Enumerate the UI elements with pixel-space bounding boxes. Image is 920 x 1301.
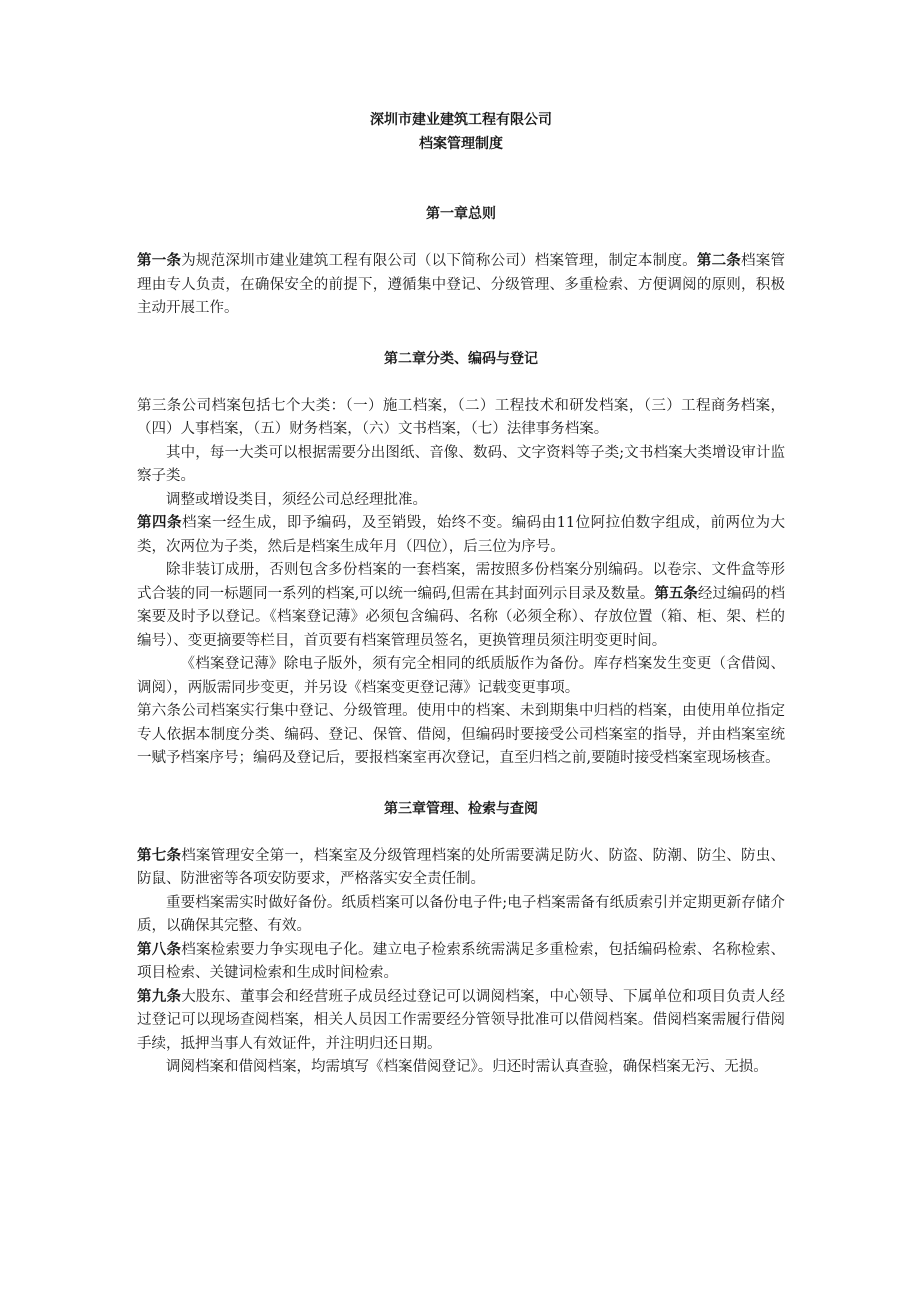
- article-3-paragraph: 第三条公司档案包括七个大类：（一）施工档案，（二）工程技术和研发档案，（三）工程商务档案，（四）人事档案，（五）财务档案，（六）文书档案，（七）法律事务档案。: [137, 397, 785, 437]
- company-name: 深圳市建业建筑工程有限公司: [370, 112, 552, 128]
- article-7-label: 第七条: [137, 847, 182, 864]
- article-1-label: 第一条: [137, 253, 182, 269]
- article-9-text: 大股东、董事会和经营班子成员经过登记可以调阅档案，中心领导、下属单位和项目负责人经过登记可以现场查阅档案，相关人员因工作需要经分管领导批准可以借阅档案。借阅档案需履行借阅手续，抵押当事人有效证件，并注明归还日期。: [137, 988, 786, 1052]
- chapter-1-paragraph: [137, 250, 785, 321]
- backup-paragraph: 重要档案需实时做好备份。纸质档案可以备份电子件;电子档案需备有纸质索引并定期更新存储介质，以确保其完整、有效。: [137, 894, 785, 934]
- borrow-paragraph: 调阅档案和借阅档案，均需填写《档案借阅登记》。归还时需认真查验，确保档案无污、无损。: [166, 1059, 768, 1075]
- article-5-paragraph: [137, 559, 785, 653]
- article-8-label: 第八条: [137, 941, 182, 958]
- approval-paragraph: 调整或增设类目，须经公司总经理批准。: [166, 491, 427, 508]
- article-4-paragraph: [137, 512, 785, 559]
- article-6-paragraph: 第六条公司档案实行集中登记、分级管理。使用中的档案、未到期集中归档的档案，由使用单位指定专人依据本制度分类、编码、登记、保管、借阅，但编码时要接受公司档案室的指导，并由档案室统一赋予档案序号；编码及登记后，要报档案室再次登记，直至归档之前,要随时接受档案室现场核查。: [137, 703, 785, 766]
- article-2-label: 第二条: [696, 253, 742, 269]
- article-5-text: 经过编码的档案要及时予以登记。《档案登记薄》必须包含编码、名称（必须全称）、存放位置（箱、柜、架、栏的编号）、变更摘要等栏目，首页要有档案管理员签名，更换管理员须注明变更时间。: [137, 585, 786, 649]
- article-2-text: 档案管理由专人负责，在确保安全的前提下，遵循集中登记、分级管理、多重检索、方便调阅的原则，积极主动开展工作。: [137, 253, 786, 316]
- article-7-text: 档案管理安全第一，档案室及分级管理档案的处所需要满足防火、防盗、防潮、防尘、防虫、防鼠、防泄密等各项安防要求，严格落实安全责任制。: [137, 847, 786, 887]
- article-8-text: 档案检索要力争实现电子化。建立电子检索系统需满足多重检索，包括编码检索、名称检索、项目检索、关键词检索和生成时间检索。: [137, 941, 786, 981]
- article-9-label: 第九条: [137, 988, 182, 1005]
- chapter-1-heading: 第一章总则: [426, 206, 496, 222]
- article-9-paragraph: [137, 986, 785, 1057]
- article-8-paragraph: [137, 939, 785, 986]
- chapter-3-heading: 第三章管理、检索与查阅: [384, 800, 538, 817]
- article-7-paragraph: [137, 845, 785, 892]
- article-4-text: 档案一经生成，即予编码，及至销毁，始终不变。编码由11位阿拉伯数字组成，前两位为大类，次两位为子类，然后是档案生成年月（四位），后三位为序号。: [137, 515, 785, 555]
- subclass-paragraph: 其中，每一大类可以根据需要分出图纸、音像、数码、文字资料等子类;文书档案大类增设审计监察子类。: [137, 444, 785, 484]
- article-5-label: 第五条: [654, 585, 698, 602]
- document-title: 档案管理制度: [419, 136, 503, 152]
- register-backup-paragraph: 《档案登记薄》除电子版外，须有完全相同的纸质版作为备份。库存档案发生变更（含借阅、调阅），两版需同步变更，并另设《档案变更登记薄》记载变更事项。: [137, 656, 785, 696]
- document-page: [137, 108, 785, 1080]
- multi-archive-text: 除非装订成册，否则包含多份档案的一套档案，需按照多份档案分别编码。以卷宗、文件盒等形式合装的同一标题同一系列的档案,可以统一编码,但需在其封面列示目录及数量。: [137, 562, 785, 602]
- article-1-text: 为规范深圳市建业建筑工程有限公司（以下简称公司）档案管理，制定本制度。: [181, 253, 697, 269]
- article-4-label: 第四条: [137, 515, 182, 531]
- chapter-2-heading: 第二章分类、编码与登记: [384, 350, 538, 367]
